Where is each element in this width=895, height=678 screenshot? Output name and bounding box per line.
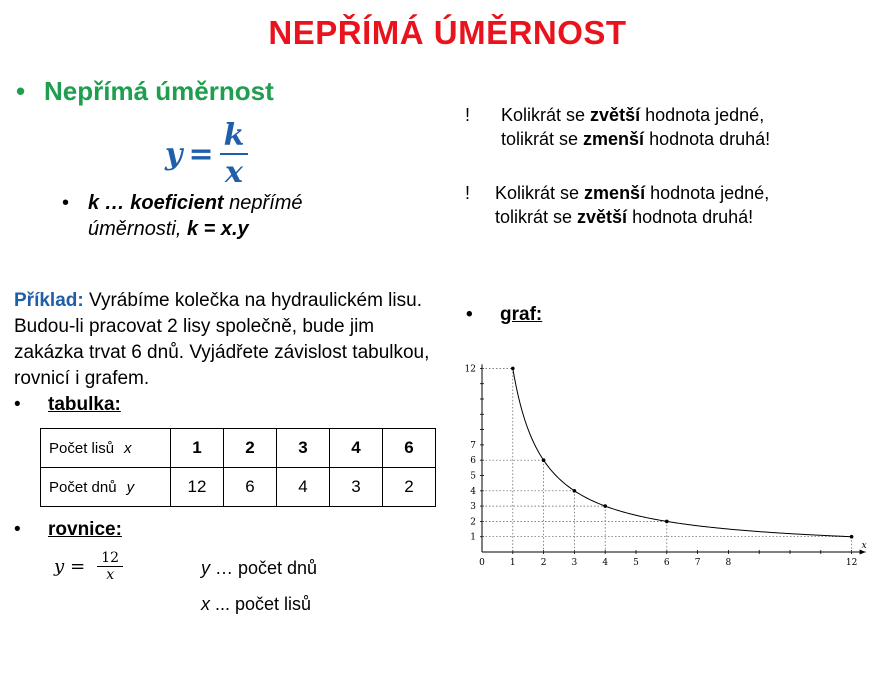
- table-cell: 6: [224, 468, 277, 507]
- table-cell: 4: [330, 429, 383, 468]
- row-variable: y: [126, 478, 135, 496]
- rule-2: [465, 181, 769, 229]
- x-tick-label: 4: [602, 558, 609, 568]
- row-label: Počet lisů: [49, 439, 115, 457]
- graph-heading: [466, 304, 542, 326]
- equation-eq: =: [70, 556, 86, 577]
- data-curve: [513, 368, 852, 536]
- rule-2-line-2: [495, 205, 769, 229]
- x-tick-label: 5: [633, 558, 639, 568]
- equation-fraction: [97, 550, 123, 583]
- legend-variable: y: [201, 558, 210, 578]
- table-heading-text: tabulka:: [48, 394, 121, 415]
- equation-heading: [14, 519, 122, 541]
- legend-text: ... počet lisů: [210, 594, 312, 614]
- y-tick-label: 7: [470, 440, 476, 451]
- table-cell: 12: [171, 468, 224, 507]
- table-cell: 4: [277, 468, 330, 507]
- rule-text: hodnota jedné,: [645, 183, 770, 203]
- formula-denominator: x: [225, 155, 243, 190]
- rule-1: [465, 103, 770, 151]
- definition-k-label: k … koeficient: [88, 192, 224, 214]
- x-tick-label: 3: [571, 558, 578, 568]
- bullet-dot: •: [466, 304, 473, 325]
- exclamation-mark: !: [465, 105, 471, 125]
- table-cell: 3: [330, 468, 383, 507]
- x-tick-label: 8: [725, 558, 732, 568]
- coefficient-definition: [62, 190, 362, 242]
- table-cell: 2: [224, 429, 277, 468]
- equation-heading-text: rovnice:: [48, 519, 122, 540]
- legend-text: … počet dnů: [210, 558, 318, 578]
- table-cell: 6: [383, 429, 436, 468]
- row-header: [41, 468, 171, 507]
- y-tick-label: 2: [470, 517, 476, 528]
- x-tick-label: 1: [509, 558, 516, 568]
- data-point: [603, 504, 607, 508]
- page-title: NEPŘÍMÁ ÚMĚRNOST: [268, 14, 627, 51]
- table-cell: 3: [277, 429, 330, 468]
- y-tick-label: 4: [470, 486, 476, 497]
- y-tick-label: 1: [470, 532, 476, 543]
- rule-1-line-1: [501, 103, 770, 127]
- formula-numerator: k: [223, 118, 245, 153]
- rule-text: tolikrát se: [495, 207, 578, 227]
- rule-text: hodnota druhá!: [627, 207, 754, 227]
- rule-text: hodnota druhá!: [644, 129, 771, 149]
- equation: [54, 550, 123, 583]
- rule-text: hodnota jedné,: [640, 105, 765, 125]
- y-tick-label: 12: [464, 364, 476, 375]
- x-tick-label: 12: [845, 558, 858, 568]
- data-point: [573, 489, 577, 493]
- bullet-dot: •: [62, 192, 70, 214]
- rule-2-line-1: [495, 181, 769, 205]
- y-tick-label: 3: [470, 502, 476, 513]
- rule-keyword: zmenší: [583, 129, 645, 149]
- data-point: [665, 520, 669, 524]
- row-header: [41, 429, 171, 468]
- main-formula: [165, 118, 248, 190]
- formula-eq: =: [188, 136, 214, 172]
- value-table: [40, 428, 436, 507]
- x-tick-label: 0: [479, 558, 485, 568]
- data-point: [542, 458, 546, 462]
- bullet-dot: •: [14, 519, 21, 540]
- example-label: Příklad:: [14, 290, 84, 311]
- rule-text: Kolikrát se: [501, 105, 591, 125]
- definition-text: [88, 190, 362, 242]
- y-tick-label: 5: [470, 471, 476, 482]
- rule-text: Kolikrát se: [495, 183, 585, 203]
- equation-y: y: [54, 556, 65, 577]
- formula-y: y: [165, 136, 183, 172]
- bullet-dot: •: [14, 394, 21, 415]
- x-tick-label: 6: [663, 558, 670, 568]
- y-tick-label: 6: [470, 456, 476, 467]
- table-row: [41, 429, 436, 468]
- graph-chart: [455, 355, 875, 575]
- row-label: Počet dnů: [49, 478, 117, 496]
- row-variable: x: [124, 439, 132, 457]
- formula-fraction: [220, 118, 249, 190]
- table-heading: [14, 394, 121, 416]
- graph-heading-text: graf:: [500, 304, 543, 325]
- rule-keyword: zvětší: [577, 207, 628, 227]
- data-point: [850, 535, 854, 539]
- exclamation-mark: !: [465, 183, 471, 203]
- legend-x: [201, 594, 311, 615]
- rule-keyword: zvětší: [590, 105, 641, 125]
- table-cell: 1: [171, 429, 224, 468]
- example-text: Vyrábíme kolečka na hydraulickém lisu. Budou-li pracovat 2 lisy společně, bude jim zakázka trvat 6 dnů. Vyjádřete závislost tabulkou, rovnicí i grafem.: [14, 290, 430, 389]
- data-point: [511, 367, 515, 371]
- rule-1-line-2: [501, 127, 770, 151]
- heading: [16, 76, 274, 107]
- legend-y: [201, 558, 317, 579]
- equation-denominator: x: [106, 567, 115, 583]
- x-tick-label: 7: [694, 558, 701, 568]
- table-cell: 2: [383, 468, 436, 507]
- rule-text: tolikrát se: [501, 129, 584, 149]
- heading-text: Nepřímá úměrnost: [44, 76, 274, 106]
- definition-k-eq: k = x.y: [186, 218, 249, 240]
- definition-body: nepřímé úměrnosti,: [88, 192, 303, 240]
- x-axis-name: x: [861, 541, 867, 551]
- bullet-dot: •: [16, 76, 26, 106]
- rule-keyword: zmenší: [584, 183, 646, 203]
- example-paragraph: [14, 288, 439, 392]
- equation-numerator: 12: [101, 550, 120, 566]
- x-tick-label: 2: [540, 558, 547, 568]
- legend-variable: x: [201, 594, 210, 614]
- table-row: [41, 468, 436, 507]
